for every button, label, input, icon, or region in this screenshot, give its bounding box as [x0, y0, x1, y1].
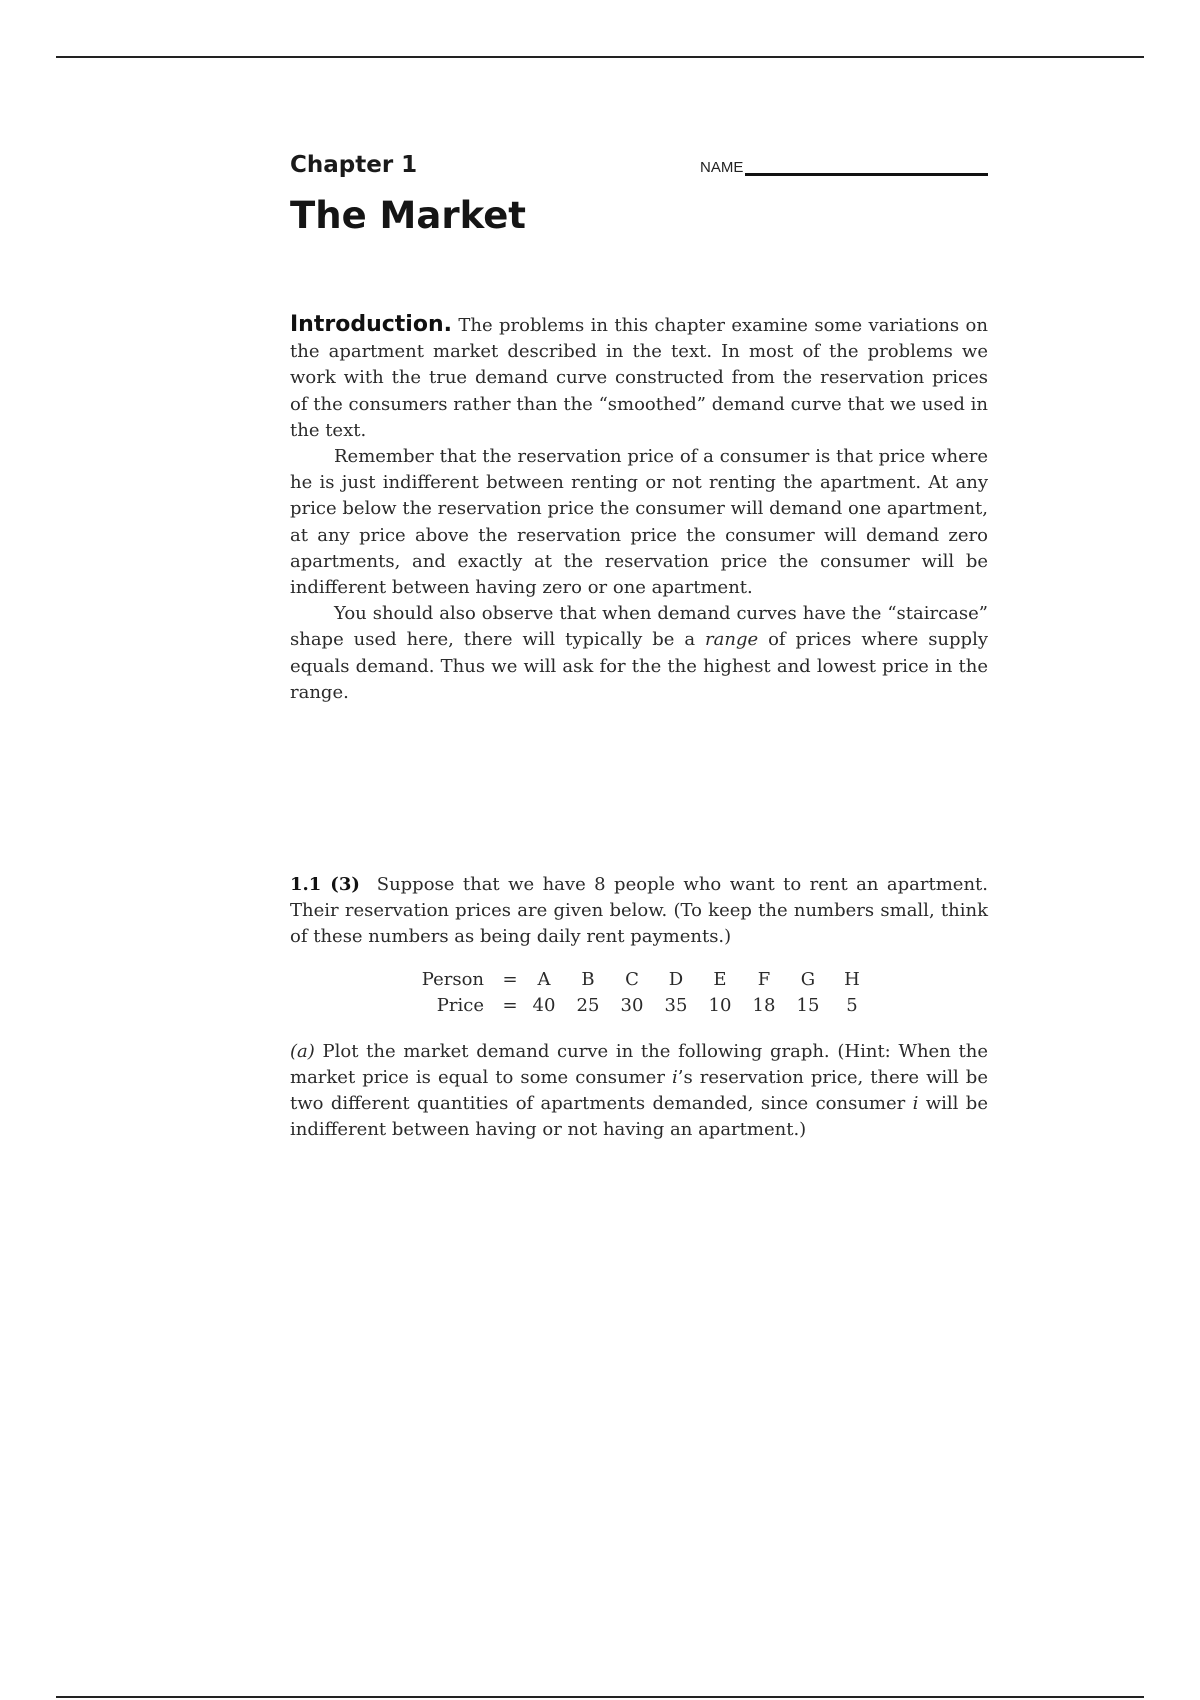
problem-text: Suppose that we have 8 people who want to rent an apartment. Their reservation prices are given below. (To keep the numbers small, think of these numbers as being daily rent payments.) [290, 874, 988, 948]
bottom-rule [56, 1696, 1144, 1698]
part-a-label: (a) [290, 1040, 315, 1062]
person-cell: F [757, 968, 771, 990]
person-cell: H [844, 968, 860, 990]
intro-text-3b: of prices where supply equals demand. Thus we will ask for the the highest and lowest price in the range. [290, 629, 988, 703]
part-a-text-3: will be indifferent between having or not having an apartment.) [290, 1093, 988, 1141]
person-equals-sign: = [502, 968, 518, 990]
part-a-text-1: Plot the market demand curve in the following graph. (Hint: When the market price is equal to some consumer [290, 1040, 988, 1088]
name-blank-line[interactable] [745, 161, 988, 176]
variable-i: i [912, 1093, 919, 1115]
chapter-label: Chapter 1 [290, 152, 418, 178]
price-cell: 25 [576, 994, 600, 1016]
chapter-title: The Market [290, 194, 526, 237]
variable-i: i [671, 1066, 678, 1088]
person-cell: D [668, 968, 684, 990]
price-cell: 35 [664, 994, 688, 1016]
name-label: NAME [700, 159, 744, 176]
person-cell: B [581, 968, 595, 990]
person-cell: A [537, 968, 551, 990]
price-row-label: Price [436, 994, 484, 1016]
person-row-label: Person [421, 968, 484, 990]
name-field[interactable] [700, 160, 988, 176]
part-a-text-2: ’s reservation price, there will be two different quantities of apartments demanded, since consumer [290, 1066, 988, 1115]
problem-number: 1.1 (3) [290, 874, 360, 895]
problem-1-1 [290, 872, 988, 1143]
intro-text-3a: You should also observe that when demand curves have the “staircase” shape used here, there will typically be a [290, 603, 988, 651]
intro-text-1: The problems in this chapter examine some variations on the apartment market described in the text. In most of the problems we work with the true demand curve constructed from the reservation prices of the consumers rather than the “smoothed” demand curve that we used in the text. [290, 315, 988, 441]
person-cell: C [625, 968, 639, 990]
intro-paragraph-1 [290, 312, 988, 444]
price-equals-sign: = [502, 994, 518, 1016]
table-row-persons [414, 967, 874, 993]
chapter-header [290, 150, 988, 190]
part-a [290, 1039, 988, 1144]
intro-emphasis-range: range [705, 629, 759, 651]
introduction-section [290, 312, 988, 706]
price-cell: 40 [532, 994, 556, 1016]
top-rule [56, 56, 1144, 58]
price-cell: 30 [620, 994, 644, 1016]
reservation-price-table [414, 967, 874, 1019]
person-cell: E [713, 968, 727, 990]
intro-paragraph-2: Remember that the reservation price of a consumer is that price where he is just indifferent between renting or not renting the apartment. At any price below the reservation price the consumer will demand one apartment, at any price above the reservation price the consumer will demand zero apartments, and exactly at the reservation price the consumer will be indifferent between having zero or one apartment. [290, 446, 988, 599]
person-cell: G [800, 968, 816, 990]
price-cell: 15 [796, 994, 820, 1016]
problem-statement [290, 872, 988, 951]
table-row-prices [414, 993, 874, 1019]
intro-paragraph-3 [290, 601, 988, 706]
price-cell: 5 [846, 994, 858, 1016]
price-cell: 18 [752, 994, 776, 1016]
page-content [290, 150, 988, 1141]
price-cell: 10 [708, 994, 732, 1016]
intro-heading: Introduction. [290, 312, 452, 337]
